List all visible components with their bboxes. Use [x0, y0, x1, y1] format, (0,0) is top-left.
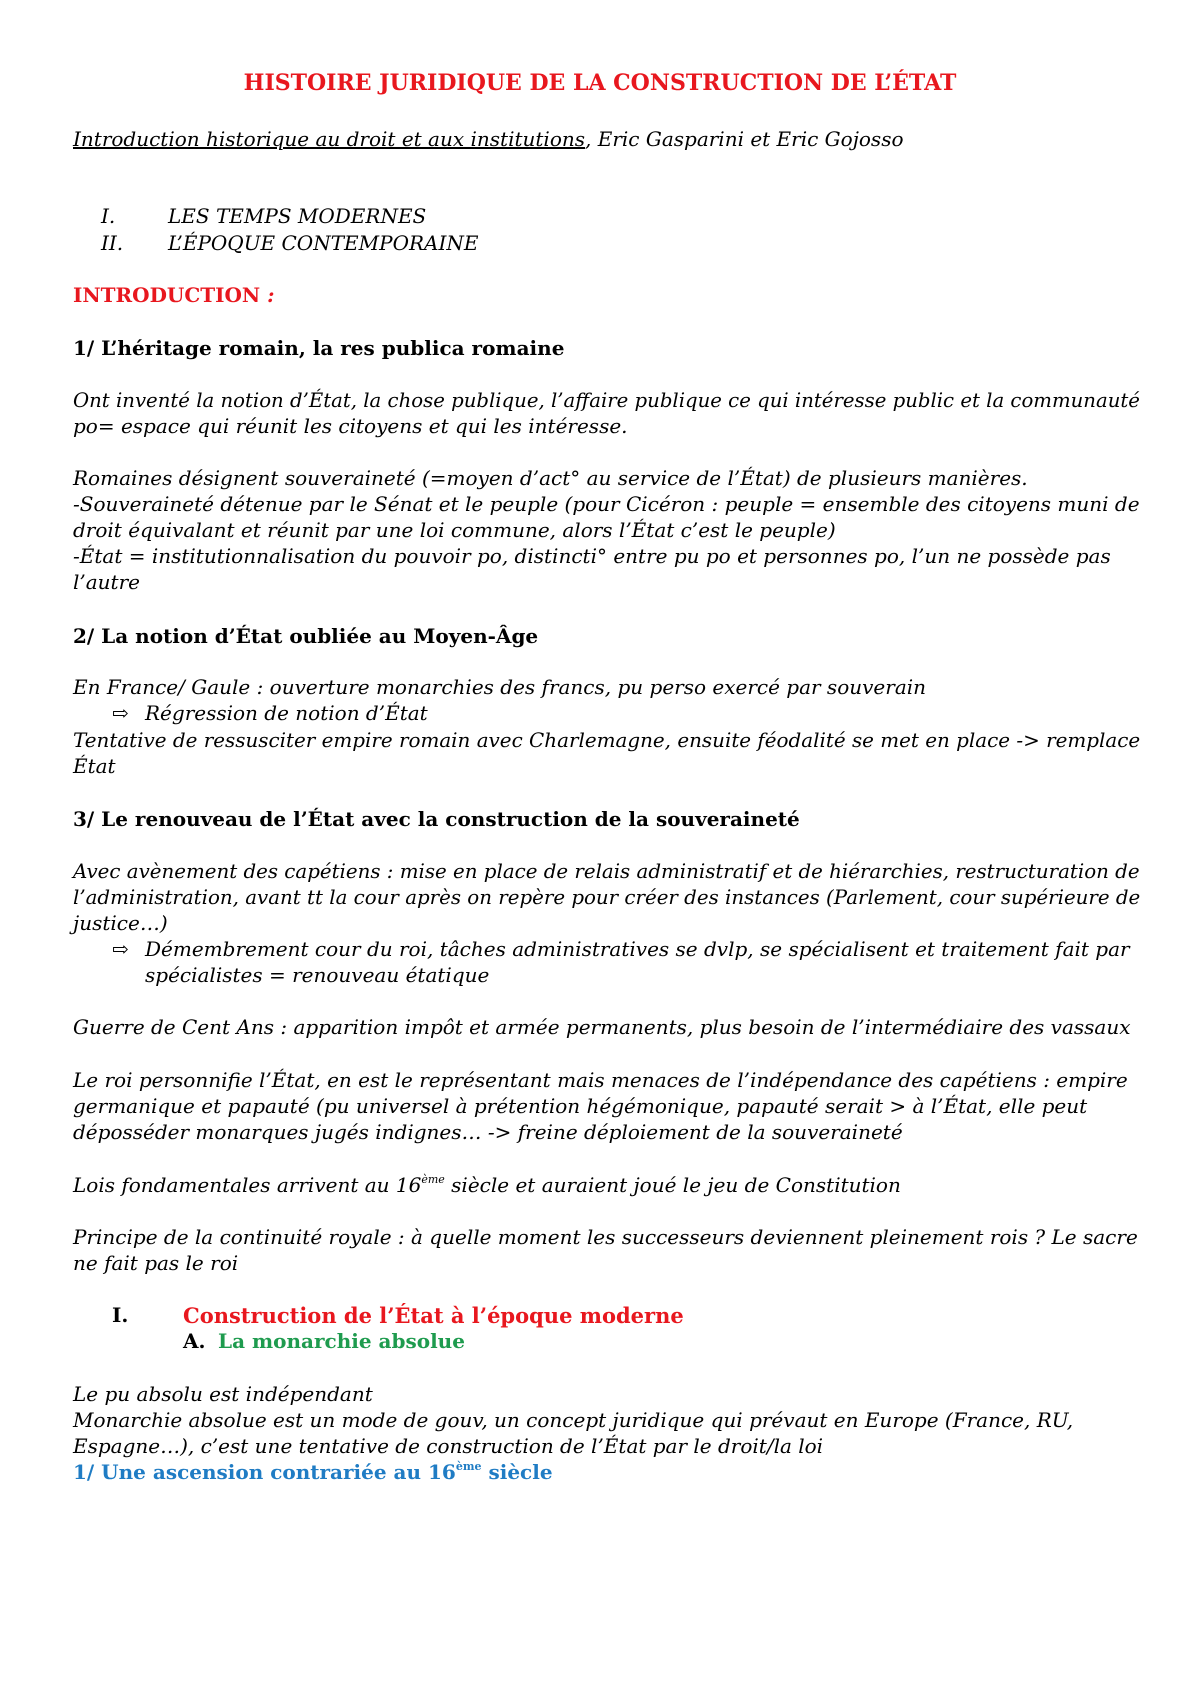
- paragraph-line: l’administration, avant tt la cour après on repère pour créer des instances (Parlement, cour supérieure de: [73, 885, 1141, 909]
- plan-label: L’ÉPOQUE CONTEMPORAINE: [168, 231, 479, 255]
- paragraph-line: l’autre: [73, 570, 140, 594]
- subpart-heading: La monarchie absolue: [218, 1329, 465, 1353]
- text-run: siècle et auraient joué le jeu de Constitution: [444, 1173, 901, 1197]
- reference-line: [73, 129, 904, 149]
- paragraph-line: En France/ Gaule : ouverture monarchies des francs, pu perso exercé par souverain: [73, 675, 927, 699]
- plan-number: II.: [101, 231, 124, 255]
- paragraph-line: droit équivalant et réunit par une loi commune, alors l’État c’est le peuple): [73, 518, 836, 542]
- paragraph-line: justice…): [73, 911, 168, 935]
- arrow-bullet-text: Régression de notion d’État: [145, 701, 428, 725]
- arrow-icon: ⇨: [112, 701, 129, 725]
- part-heading: Construction de l’État à l’époque moderne: [183, 1303, 684, 1328]
- section-heading: 1/ L’héritage romain, la res publica romaine: [73, 336, 565, 360]
- book-authors: , Eric Gasparini et Eric Gojosso: [585, 127, 904, 151]
- introduction-heading-colon: :: [260, 283, 275, 307]
- paragraph-line: -État = institutionnalisation du pouvoir po, distincti° entre pu po et personnes po, l’un ne possède pas: [73, 544, 1111, 568]
- paragraph-line: germanique et papauté (pu universel à prétention hégémonique, papauté serait > à l’État, elle peut: [73, 1094, 1088, 1118]
- paragraph-line: Guerre de Cent Ans : apparition impôt et armée permanents, plus besoin de l’intermédiaire des vassaux: [73, 1015, 1131, 1039]
- paragraph-line: Espagne…), c’est une tentative de construction de l’État par le droit/la loi: [73, 1434, 824, 1458]
- paragraph-line: Le pu absolu est indépendant: [73, 1382, 373, 1406]
- paragraph-line: [73, 1175, 901, 1195]
- section-heading: 2/ La notion d’État oubliée au Moyen-Âge: [73, 624, 539, 648]
- plan-item: [101, 206, 426, 226]
- paragraph-line: Romaines désignent souveraineté (=moyen d’act° au service de l’État) de plusieurs manières.: [73, 466, 1028, 490]
- paragraph-line: Principe de la continuité royale : à quelle moment les successeurs deviennent pleinement rois ? Le sacre: [73, 1225, 1138, 1249]
- text-run: Lois fondamentales arrivent au 16: [73, 1173, 422, 1197]
- page-title: HISTOIRE JURIDIQUE DE LA CONSTRUCTION DE L’ÉTAT: [243, 70, 957, 96]
- paragraph-line: Le roi personnifie l’État, en est le représentant mais menaces de l’indépendance des capétiens : empire: [73, 1068, 1128, 1092]
- arrow-bullet-text: Démembrement cour du roi, tâches administratives se dvlp, se spécialisent et traitement fait par: [145, 937, 1130, 961]
- introduction-heading: [73, 285, 275, 305]
- introduction-heading-text: INTRODUCTION: [73, 283, 261, 307]
- book-title: Introduction historique au droit et aux institutions: [73, 127, 586, 151]
- paragraph-line: Tentative de ressusciter empire romain avec Charlemagne, ensuite féodalité se met en place -> remplace: [73, 728, 1141, 752]
- plan-item: [101, 233, 478, 253]
- plan-number: I.: [101, 204, 116, 228]
- subpart-number: A.: [183, 1329, 206, 1353]
- paragraph-line: -Souveraineté détenue par le Sénat et le peuple (pour Cicéron : peuple = ensemble des citoyens muni de: [73, 492, 1140, 516]
- paragraph-line: po= espace qui réunit les citoyens et qui les intéresse.: [73, 414, 628, 438]
- section-heading: 3/ Le renouveau de l’État avec la construction de la souveraineté: [73, 807, 800, 831]
- arrow-icon: ⇨: [112, 937, 129, 961]
- text-run: siècle: [481, 1460, 553, 1484]
- paragraph-line: déposséder monarques jugés indignes… -> freine déploiement de la souveraineté: [73, 1120, 903, 1144]
- paragraph-line: État: [73, 754, 116, 778]
- text-run: 1/ Une ascension contrariée au 16: [73, 1460, 456, 1484]
- arrow-bullet-text: spécialistes = renouveau étatique: [145, 963, 490, 987]
- plan-label: LES TEMPS MODERNES: [168, 204, 427, 228]
- paragraph-line: Avec avènement des capétiens : mise en place de relais administratif et de hiérarchies, restructuration de: [73, 859, 1140, 883]
- paragraph-line: Monarchie absolue est un mode de gouv, un concept juridique qui prévaut en Europe (France, RU,: [73, 1408, 1074, 1432]
- superscript: ème: [421, 1173, 445, 1186]
- paragraph-line: Ont inventé la notion d’État, la chose publique, l’affaire publique ce qui intéresse public et la communauté: [73, 388, 1140, 412]
- superscript: ème: [455, 1460, 482, 1473]
- subsection-heading: [73, 1462, 553, 1482]
- part-number: I.: [112, 1303, 129, 1327]
- paragraph-line: ne fait pas le roi: [73, 1251, 239, 1275]
